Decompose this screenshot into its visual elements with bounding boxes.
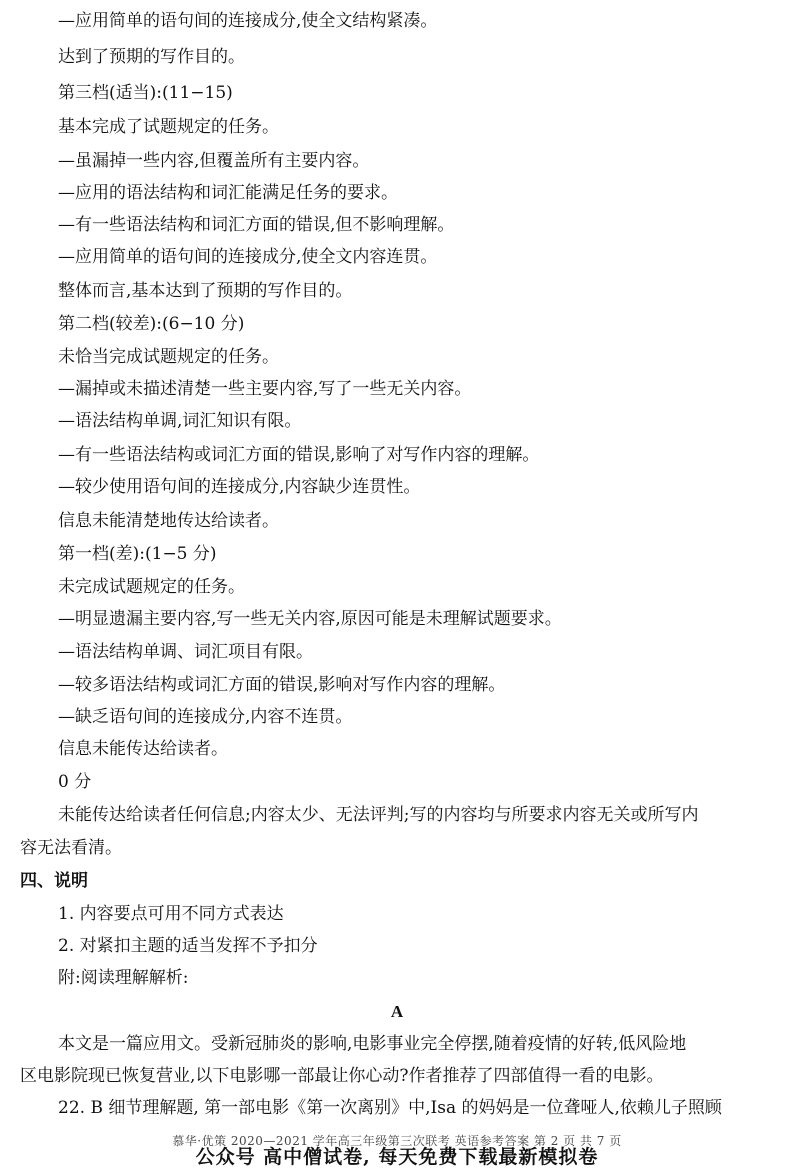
grade-heading: 第一档(差):(1−5 分) — [58, 544, 217, 564]
text-line: 信息未能清楚地传达给读者。 — [58, 511, 279, 531]
watermark-text: 公众号 高中僧试卷, 每天免费下载最新模拟卷 — [195, 1146, 599, 1168]
passage-intro: 本文是一篇应用文。受新冠肺炎的影响,电影事业完全停摆,随着疫情的好转,低风险地 — [58, 1034, 687, 1054]
text-line: 未完成试题规定的任务。 — [58, 577, 245, 597]
text-line: 基本完成了试题规定的任务。 — [58, 117, 279, 137]
text-line: —明显遗漏主要内容,写一些无关内容,原因可能是未理解试题要求。 — [58, 609, 562, 629]
page-footer: 慕华·优策 2020—2021 学年高三年级第三次联考 英语参考答案 第 2 页 共 7 页 — [172, 1134, 622, 1148]
text-line: —缺乏语句间的连接成分,内容不连贯。 — [58, 707, 353, 727]
text-line: —漏掉或未描述清楚一些主要内容,写了一些无关内容。 — [58, 379, 472, 399]
grade-heading: 第二档(较差):(6−10 分) — [58, 314, 245, 334]
passage-intro: 区电影院现已恢复营业,以下电影哪一部最让你心动?作者推荐了四部值得一看的电影。 — [20, 1066, 664, 1086]
grade-heading: 第三档(适当):(11−15) — [58, 83, 233, 103]
text-line: —语法结构单调,词汇知识有限。 — [58, 411, 302, 431]
text-line: —有一些语法结构或词汇方面的错误,影响了对写作内容的理解。 — [58, 445, 540, 465]
text-line: —应用简单的语句间的连接成分,使全文内容连贯。 — [58, 247, 438, 267]
grade-heading: 0 分 — [58, 772, 92, 792]
text-line: —较少使用语句间的连接成分,内容缺少连贯性。 — [58, 477, 421, 497]
zero-score-description: 未能传达给读者任何信息;内容太少、无法评判;写的内容均与所要求内容无关或所写内 — [58, 805, 699, 825]
text-line: —较多语法结构或词汇方面的错误,影响对写作内容的理解。 — [58, 675, 506, 695]
note-item: 1. 内容要点可用不同方式表达 — [58, 904, 284, 924]
text-line: 达到了预期的写作目的。 — [58, 47, 245, 67]
note-item: 附:阅读理解解析: — [58, 968, 189, 988]
text-line: —语法结构单调、词汇项目有限。 — [58, 642, 313, 662]
answer-explanation: 22. B 细节理解题, 第一部电影《第一次离别》中,Isa 的妈妈是一位聋哑人,依赖儿子照顾 — [58, 1098, 722, 1118]
zero-score-description: 容无法看清。 — [20, 838, 122, 858]
text-line: —虽漏掉一些内容,但覆盖所有主要内容。 — [58, 151, 370, 171]
text-line: 整体而言,基本达到了预期的写作目的。 — [58, 281, 353, 301]
text-line: 信息未能传达给读者。 — [58, 739, 228, 759]
text-line: 未恰当完成试题规定的任务。 — [58, 347, 279, 367]
text-line: —应用的语法结构和词汇能满足任务的要求。 — [58, 183, 398, 203]
text-line: —有一些语法结构和词汇方面的错误,但不影响理解。 — [58, 215, 455, 235]
note-item: 2. 对紧扣主题的适当发挥不予扣分 — [58, 936, 318, 956]
text-line: —应用简单的语句间的连接成分,使全文结构紧凑。 — [58, 11, 438, 31]
section-title: 四、说明 — [20, 871, 88, 891]
passage-label: A — [390, 1002, 404, 1021]
